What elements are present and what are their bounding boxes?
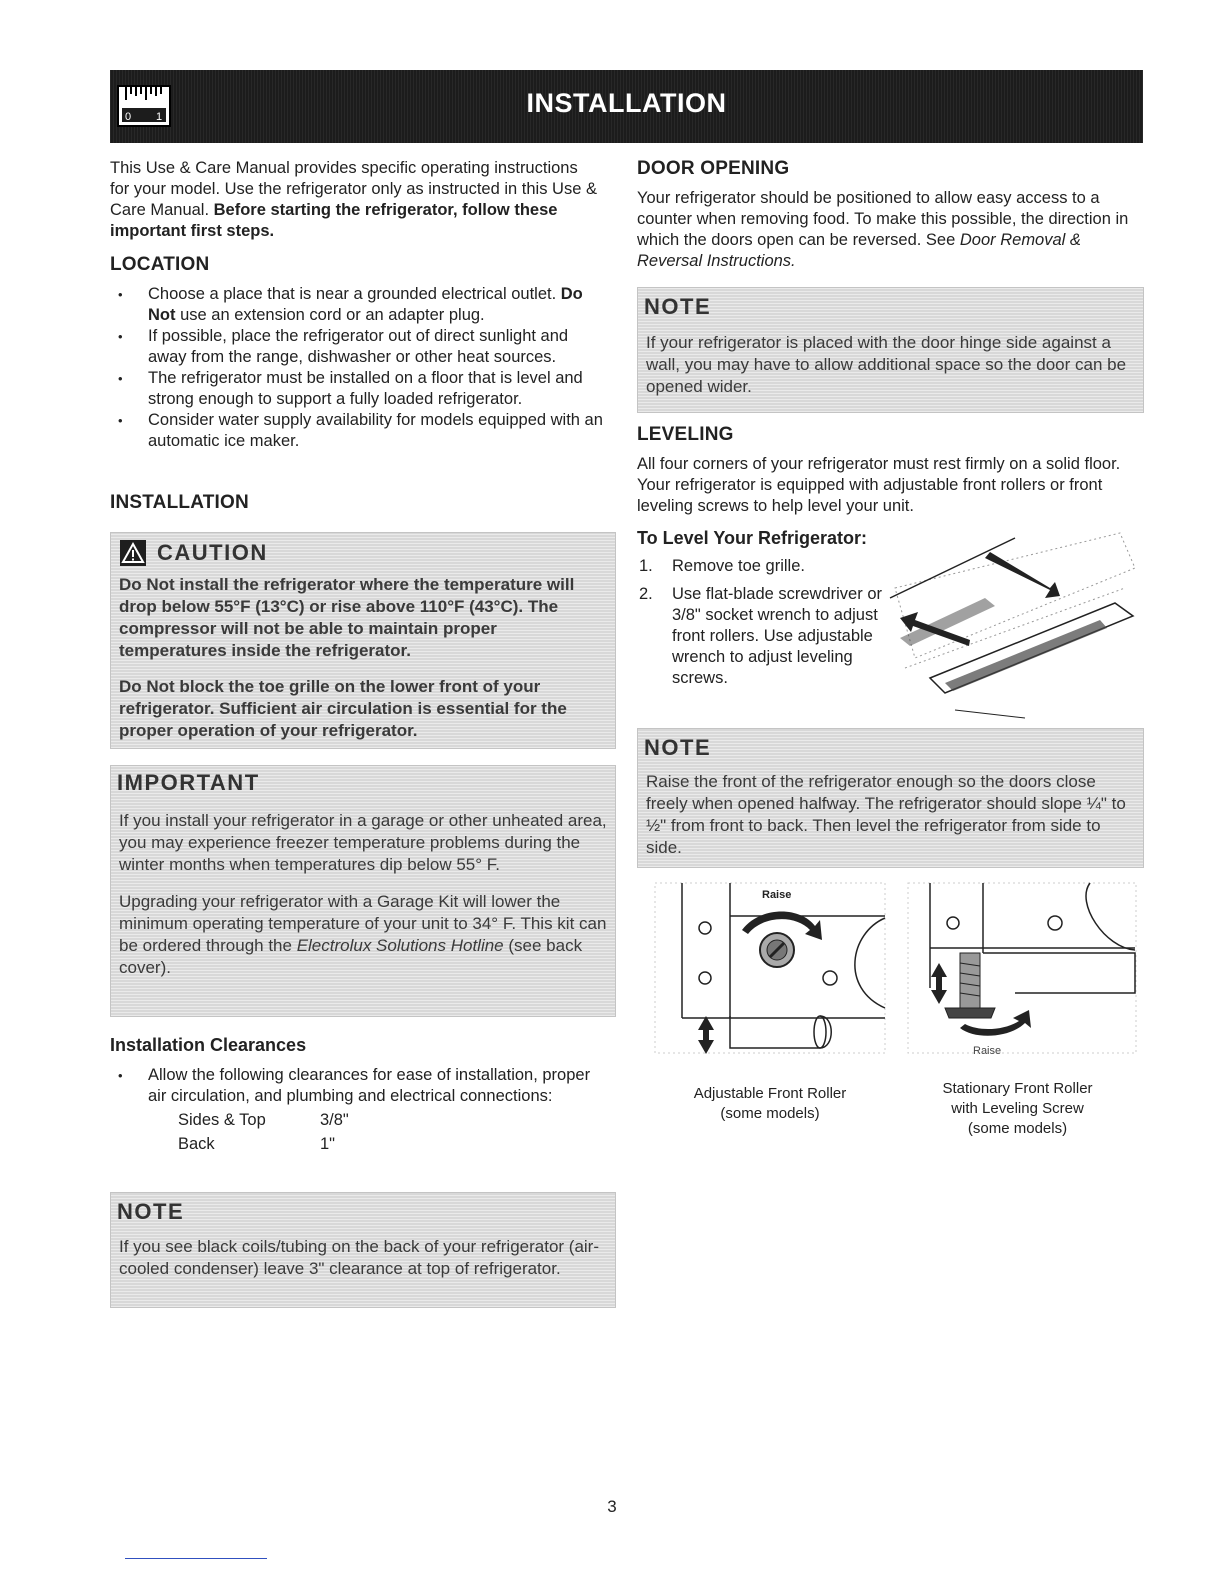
list-item: 1. Remove toe grille. [639, 557, 805, 575]
important-title: IMPORTANT [117, 770, 260, 795]
installation-heading: INSTALLATION [110, 492, 249, 513]
raise-label: Raise [762, 889, 792, 901]
up-down-arrow-icon [698, 1016, 714, 1054]
leveling-section [637, 424, 1137, 517]
svg-text:1: 1 [156, 111, 163, 123]
adjust-screw-icon [760, 933, 794, 967]
caution-title: CAUTION [157, 540, 268, 565]
note-door-box [637, 287, 1144, 413]
location-list [110, 284, 605, 452]
raise-label: Raise [973, 1045, 1002, 1057]
location-section [110, 254, 605, 452]
door-opening-heading: DOOR OPENING [637, 158, 790, 179]
caution-paragraph-1: Do Not install the refrigerator where the temperature will drop below 55°F (13°C) or rise above 110°F (43°C). The compressor will not be able to maintain proper temperatures inside the refrigerator. [119, 575, 575, 660]
toe-grille-illustration [885, 528, 1140, 723]
important-box [110, 765, 616, 1017]
leveling-screw-icon [945, 953, 995, 1018]
clearances-heading: Installation Clearances [110, 1035, 307, 1055]
list-item: 2. Use flat-blade screwdriver or 3/8" socket wrench to adjust front rollers. Use adjustable wrench to adjust leveling screws. [639, 585, 882, 687]
note-title: NOTE [644, 735, 712, 760]
list-item: • Choose a place that is near a grounded electrical outlet. Do Not use an extension cord or an adapter plug. [110, 284, 605, 326]
section-banner [110, 70, 1143, 143]
location-heading: LOCATION [110, 254, 210, 275]
important-paragraph-1: If you install your refrigerator in a garage or other unheated area, you may experience freezer temperature problems during the winter months when temperatures dip below 55° F. [119, 811, 607, 874]
clearance-row: Back 1" [178, 1135, 336, 1153]
door-opening-text: Your refrigerator should be positioned to allow easy access to a counter when removing food. To make this possible, the direction in which the doors open can be reversed. See [637, 189, 1129, 249]
list-item: • Allow the following clearances for ease of installation, proper air circulation, and plumbing and electrical connections: [110, 1065, 605, 1107]
list-item: • If possible, place the refrigerator out of direct sunlight and away from the range, dishwasher or other heat sources. [110, 326, 605, 368]
ruler-icon [116, 82, 172, 130]
clearance-row: Sides & Top 3/8" [178, 1111, 349, 1129]
leveling-steps [637, 528, 887, 689]
note-title: NOTE [644, 294, 712, 319]
door-opening-link-text: Door Removal & Reversal Instructions. [637, 231, 1081, 270]
svg-text:0: 0 [125, 111, 132, 123]
adjustable-roller-caption: Adjustable Front Roller (some models) [693, 1085, 847, 1122]
intro-text: This Use & Care Manual provides specific operating instructions for your model. Use the refrigerator only as instructed in this Use & Care Manual. [110, 159, 597, 219]
note-leveling-box [637, 728, 1144, 868]
note-text: If your refrigerator is placed with the door hinge side against a wall, you may have to allow additional space so the door can be opened wider. [646, 333, 1127, 396]
note-text: If you see black coils/tubing on the back of your refrigerator (air-cooled condenser) leave 3" clearance at top of refrigerator. [119, 1237, 600, 1278]
leveling-heading: LEVELING [637, 424, 734, 445]
caution-box [110, 532, 616, 749]
leveling-subheading: To Level Your Refrigerator: [637, 528, 868, 548]
intro-bold: Before starting the refrigerator, follow these important first steps. [110, 201, 558, 240]
arrow-icon [985, 552, 1060, 598]
note-clearance-box [110, 1192, 616, 1308]
adjustable-front-roller-figure [650, 878, 890, 1058]
warning-icon [119, 539, 147, 567]
list-item: • Consider water supply availability for models equipped with an automatic ice maker. [110, 410, 605, 452]
important-paragraph-2: Upgrading your refrigerator with a Garage Kit will lower the minimum operating temperature of your unit to 34° F. This kit can be ordered through the Electrolux Solutions Hotline (see back cover). [119, 892, 607, 977]
banner-title: INSTALLATION [526, 88, 727, 118]
note-title: NOTE [117, 1199, 185, 1224]
list-item: • The refrigerator must be installed on a floor that is level and strong enough to support a fully loaded refrigerator. [110, 368, 605, 410]
caution-paragraph-2: Do Not block the toe grille on the lower front of your refrigerator. Sufficient air circulation is essential for the proper operation of your refrigerator. [119, 677, 567, 740]
note-text: Raise the front of the refrigerator enough so the doors close freely when opened halfway. The refrigerator should slope ¼" to ½" from front to back. Then level the refrigerator from side to side. [646, 772, 1126, 857]
up-down-arrow-icon [931, 963, 947, 1004]
leveling-text: All four corners of your refrigerator must rest firmly on a solid floor. Your refrigerator is equipped with adjustable front rollers or front leveling screws to help level your unit. [637, 455, 1121, 515]
clearances-section [110, 1035, 605, 1155]
door-opening-section [637, 158, 1137, 272]
stationary-roller-caption: Stationary Front Roller with Leveling Screw (some models) [942, 1080, 1093, 1137]
page-number: 3 [607, 1497, 617, 1516]
installation-section [110, 492, 249, 513]
footer-divider [125, 1558, 267, 1559]
intro-paragraph [110, 158, 600, 242]
stationary-front-roller-figure [905, 878, 1140, 1058]
